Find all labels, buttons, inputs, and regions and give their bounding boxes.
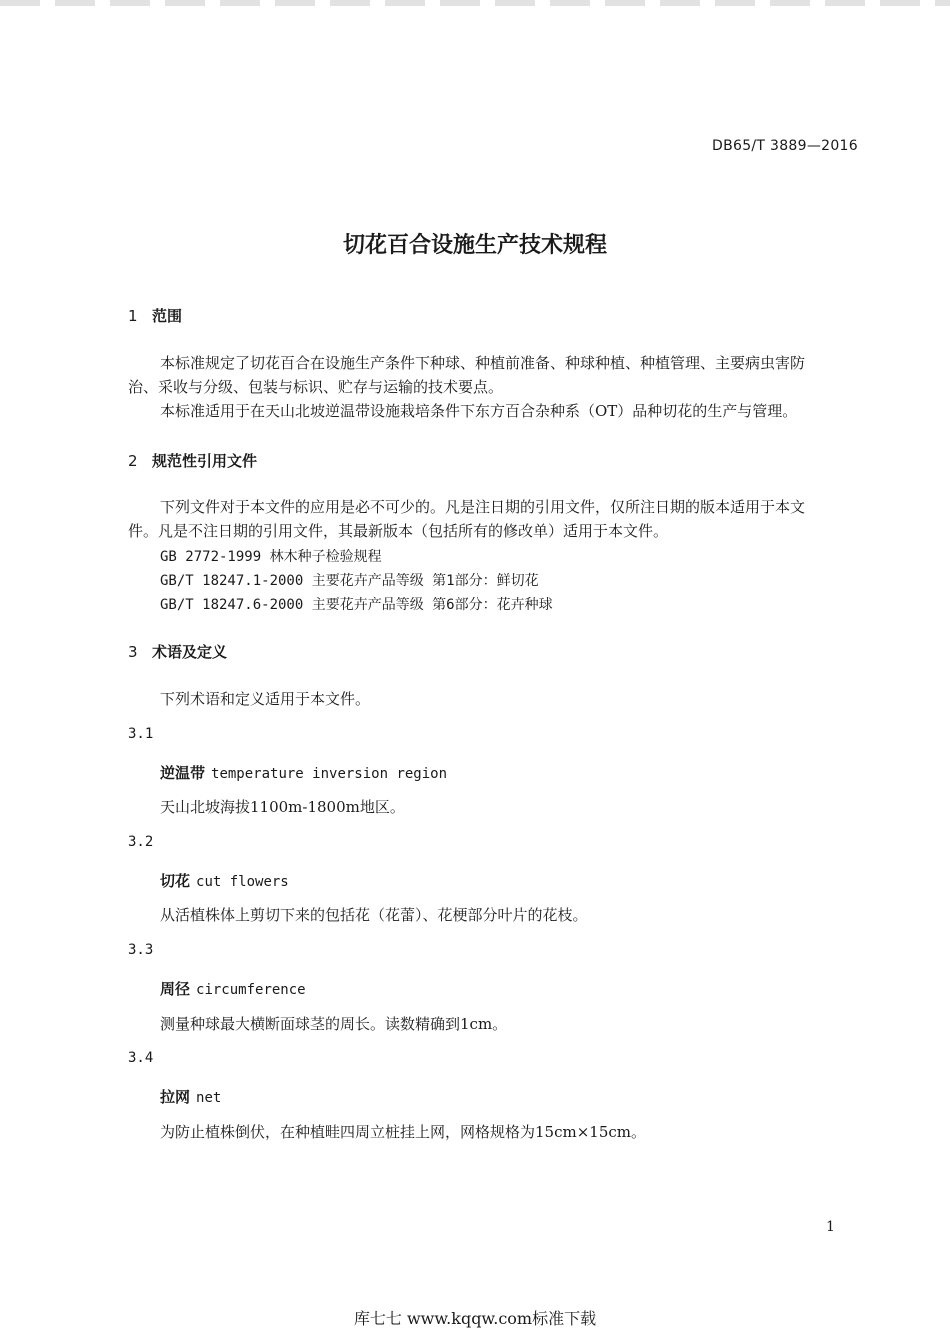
scan-top-edge: [0, 0, 950, 6]
document-title: 切花百合设施生产技术规程: [342, 233, 607, 258]
section-number: 2: [128, 452, 138, 470]
term-en: cut flowers: [196, 874, 289, 890]
term-number: 3.3: [128, 942, 154, 958]
paragraph: 下列术语和定义适用于本文件。: [160, 690, 371, 708]
term-en: circumference: [196, 982, 306, 998]
term-entry: [160, 762, 447, 783]
paragraph: 本标准适用于在天山北坡逆温带设施栽培条件下东方百合杂种系（OT）品种切花的生产与管理。: [160, 402, 798, 420]
paragraph: 治、采收与分级、包装与标识、贮存与运输的技术要点。: [128, 378, 504, 396]
term-entry: [160, 870, 289, 891]
standard-number: DB65/T 3889—2016: [712, 138, 858, 154]
reference-item: GB/T 18247.1-2000 主要花卉产品等级 第1部分：鲜切花: [160, 573, 539, 589]
section-number: 1: [128, 307, 138, 325]
term-en: net: [196, 1090, 222, 1106]
section-title: 规范性引用文件: [152, 452, 258, 470]
section-heading-3: [128, 641, 227, 662]
section-number: 3: [128, 643, 138, 661]
term-definition: 测量种球最大横断面球茎的周长。读数精确到1cm。: [160, 1015, 508, 1033]
term-definition: 从活植株体上剪切下来的包括花（花蕾）、花梗部分叶片的花枝。: [160, 906, 588, 924]
section-title: 术语及定义: [152, 643, 228, 661]
term-entry: [160, 978, 306, 999]
term-number: 3.2: [128, 834, 154, 850]
footer-watermark: 库七七 www.kqqw.com标准下载: [353, 1309, 597, 1328]
term-definition: 为防止植株倒伏，在种植畦四周立桩挂上网，网格规格为15cm×15cm。: [160, 1123, 646, 1141]
section-title: 范围: [152, 307, 183, 325]
term-zh: 逆温带: [160, 764, 206, 782]
term-en: temperature inversion region: [211, 766, 448, 782]
section-heading-1: [128, 305, 182, 326]
term-number: 3.4: [128, 1050, 154, 1066]
term-zh: 切花: [160, 872, 191, 890]
term-zh: 周径: [160, 980, 191, 998]
section-heading-2: [128, 450, 257, 471]
paragraph: 下列文件对于本文件的应用是必不可少的。凡是注日期的引用文件，仅所注日期的版本适用于本文: [160, 498, 806, 516]
page-number: 1: [826, 1219, 835, 1235]
reference-item: GB/T 18247.6-2000 主要花卉产品等级 第6部分：花卉种球: [160, 597, 553, 613]
term-zh: 拉网: [160, 1088, 191, 1106]
term-entry: [160, 1086, 221, 1107]
term-definition: 天山北坡海拔1100m-1800m地区。: [160, 798, 405, 816]
reference-item: GB 2772-1999 林木种子检验规程: [160, 549, 382, 565]
paragraph: 本标准规定了切花百合在设施生产条件下种球、种植前准备、种球种植、种植管理、主要病虫害防: [160, 354, 806, 372]
term-number: 3.1: [128, 726, 154, 742]
paragraph: 件。凡是不注日期的引用文件，其最新版本（包括所有的修改单）适用于本文件。: [128, 522, 669, 540]
